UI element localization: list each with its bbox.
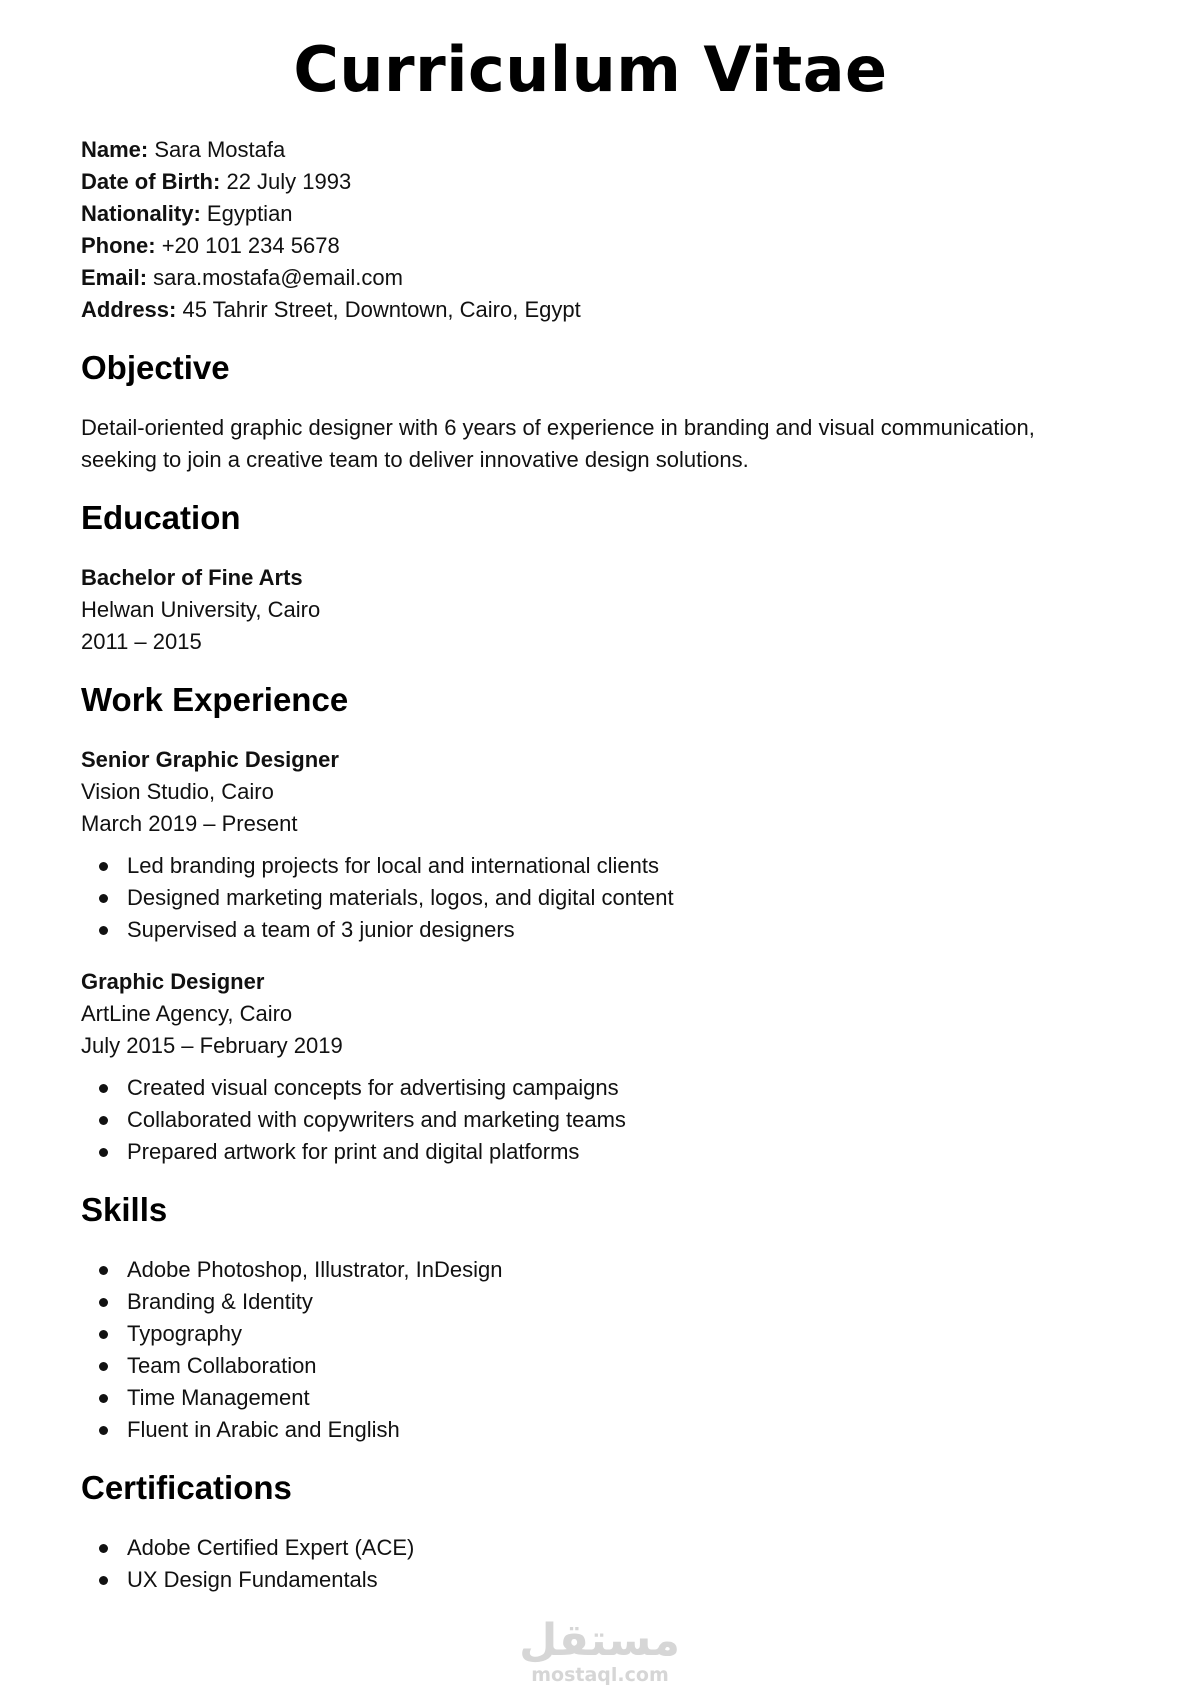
job-entry <box>81 966 1101 1168</box>
list-item: UX Design Fundamentals <box>81 1564 1101 1596</box>
personal-name-value: Sara Mostafa <box>154 137 286 162</box>
job-period: July 2015 – February 2019 <box>81 1033 343 1058</box>
list-item: Team Collaboration <box>81 1350 1101 1382</box>
list-item: Adobe Certified Expert (ACE) <box>81 1532 1101 1564</box>
job-company: Vision Studio, Cairo <box>81 779 274 804</box>
job-duties-list <box>81 1072 1101 1168</box>
personal-name-label: Name: <box>81 137 149 162</box>
watermark-logo-text: مستقل <box>519 1615 680 1666</box>
personal-nationality-value: Egyptian <box>206 201 293 226</box>
list-item: Time Management <box>81 1382 1101 1414</box>
skills-heading: Skills <box>81 1191 168 1228</box>
personal-dob-value: 22 July 1993 <box>226 169 352 194</box>
personal-name-row <box>81 134 1101 166</box>
list-item: Designed marketing materials, logos, and digital content <box>81 882 1101 914</box>
job-title: Senior Graphic Designer <box>81 747 339 772</box>
personal-details <box>81 134 1101 326</box>
cv-content <box>81 134 1101 1596</box>
list-item: Adobe Photoshop, Illustrator, InDesign <box>81 1254 1101 1286</box>
job-entry <box>81 744 1101 946</box>
list-item: Collaborated with copywriters and marketing teams <box>81 1104 1101 1136</box>
objective-heading: Objective <box>81 349 230 386</box>
education-heading: Education <box>81 499 241 536</box>
certifications-list <box>81 1532 1101 1596</box>
personal-dob-row <box>81 166 1101 198</box>
job-duties-list <box>81 850 1101 946</box>
personal-email-value: sara.mostafa@email.com <box>153 265 403 290</box>
job-company: ArtLine Agency, Cairo <box>81 1001 293 1026</box>
watermark-url: mostaql.com <box>531 1664 669 1686</box>
objective-text-line2: seeking to join a creative team to deliver innovative design solutions. <box>81 447 749 472</box>
education-degree: Bachelor of Fine Arts <box>81 565 303 590</box>
skills-list <box>81 1254 1101 1446</box>
job-title: Graphic Designer <box>81 969 265 994</box>
personal-email-row <box>81 262 1101 294</box>
list-item: Created visual concepts for advertising campaigns <box>81 1072 1101 1104</box>
personal-nationality-label: Nationality: <box>81 201 201 226</box>
list-item: Supervised a team of 3 junior designers <box>81 914 1101 946</box>
list-item: Prepared artwork for print and digital platforms <box>81 1136 1101 1168</box>
personal-phone-row <box>81 230 1101 262</box>
certifications-heading: Certifications <box>81 1469 292 1506</box>
personal-address-value: 45 Tahrir Street, Downtown, Cairo, Egypt <box>182 297 581 322</box>
job-period: March 2019 – Present <box>81 811 298 836</box>
personal-phone-label: Phone: <box>81 233 156 258</box>
personal-dob-label: Date of Birth: <box>81 169 221 194</box>
personal-address-label: Address: <box>81 297 177 322</box>
education-institution: Helwan University, Cairo <box>81 597 321 622</box>
personal-address-row <box>81 294 1101 326</box>
list-item: Fluent in Arabic and English <box>81 1414 1101 1446</box>
list-item: Led branding projects for local and international clients <box>81 850 1101 882</box>
personal-phone-value: +20 101 234 5678 <box>161 233 340 258</box>
work-heading: Work Experience <box>81 681 349 718</box>
list-item: Branding & Identity <box>81 1286 1101 1318</box>
objective-text-line1: Detail-oriented graphic designer with 6 years of experience in branding and visual communication, <box>81 415 1035 440</box>
personal-nationality-row <box>81 198 1101 230</box>
mostaql-watermark-logo <box>519 1615 680 1686</box>
list-item: Typography <box>81 1318 1101 1350</box>
document-title: Curriculum Vitae <box>293 33 888 106</box>
education-years: 2011 – 2015 <box>81 629 202 654</box>
personal-email-label: Email: <box>81 265 148 290</box>
